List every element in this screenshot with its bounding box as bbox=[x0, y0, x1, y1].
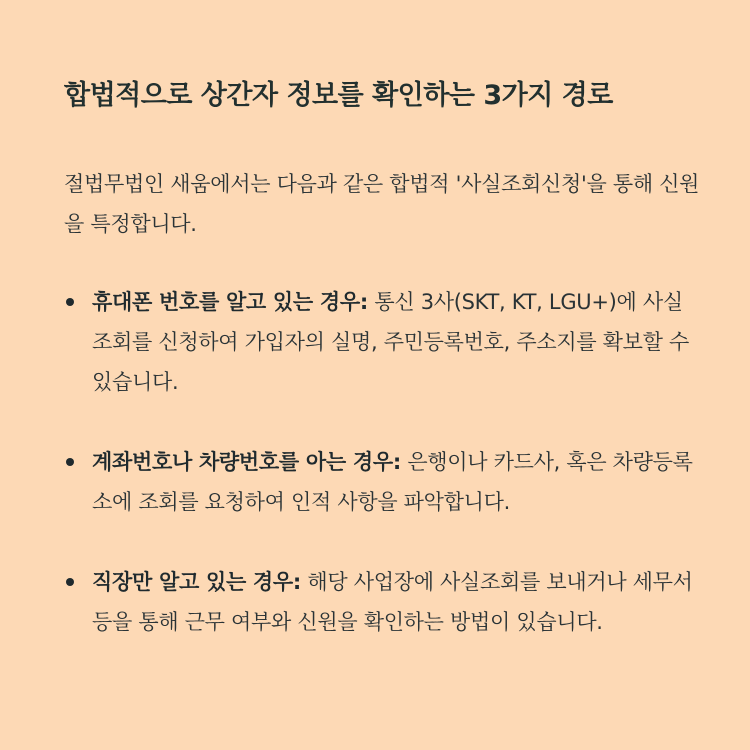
item-text-phone: 통신 3사(SKT, KT, LGU+)에 사실조회를 신청하여 가입자의 실명, 주민등록번호, 주소지를 확보할 수 있습니다. bbox=[92, 290, 689, 394]
intro-paragraph: 절법무법인 새움에서는 다음과 같은 합법적 '사실조회신청'을 통해 신원을 특정합니다. bbox=[64, 172, 700, 236]
bullet-icon bbox=[66, 578, 74, 586]
item-lead-workplace: 직장만 알고 있는 경우: bbox=[92, 570, 302, 594]
item-lead-phone: 휴대폰 번호를 알고 있는 경우: bbox=[92, 290, 368, 314]
list-item-workplace bbox=[64, 562, 702, 642]
bullet-icon bbox=[66, 458, 74, 466]
bullet-icon bbox=[66, 298, 74, 306]
item-text-account: 은행이나 카드사, 혹은 차량등록소에 조회를 요청하여 인적 사항을 파악합니다. bbox=[92, 450, 693, 514]
list-item-phone bbox=[64, 282, 702, 402]
item-text-workplace: 해당 사업장에 사실조회를 보내거나 세무서 등을 통해 근무 여부와 신원을 확인하는 방법이 있습니다. bbox=[92, 570, 693, 634]
page-title: 합법적으로 상간자 정보를 확인하는 3가지 경로 bbox=[64, 80, 613, 111]
item-lead-account: 계좌번호나 차량번호를 아는 경우: bbox=[92, 450, 401, 474]
list-item-account bbox=[64, 442, 702, 522]
route-list bbox=[64, 282, 702, 642]
